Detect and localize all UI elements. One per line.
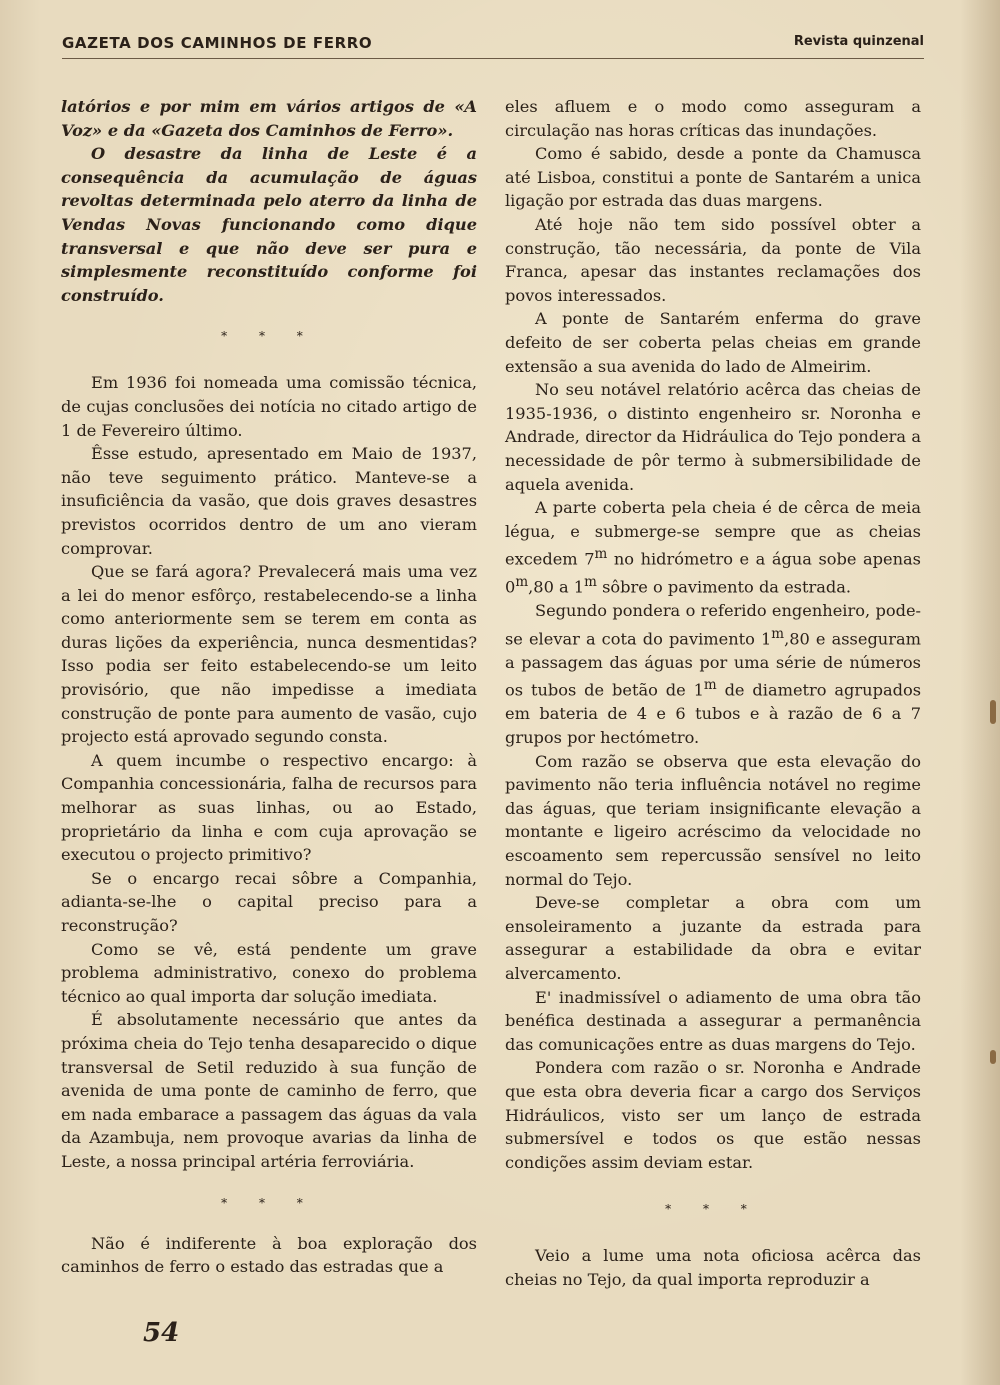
paragraph: Até hoje não tem sido possível obter a construção, tão necessária, da ponte de Vila Franca, apesar das instantes reclamações dos povos interessados. — [505, 214, 921, 305]
page-number: 54 — [143, 1318, 180, 1348]
text-run: ,80 a 1 — [528, 577, 585, 597]
paragraph: Se o encargo recai sôbre a Companhia, adianta-se-lhe o capital preciso para a reconstrução? — [61, 868, 477, 935]
paragraph: A quem incumbe o respectivo encargo: à Companhia concessionária, falha de recursos para melhorar as suas linhas, ou ao Estado, proprietário da linha e com cuja aprovação se executou o projecto primitivo? — [61, 750, 477, 865]
right-column — [505, 95, 921, 1291]
paragraph: Como é sabido, desde a ponte da Chamusca até Lisboa, constitui a ponte de Santarém a unica ligação por estrada das duas margens. — [505, 144, 921, 211]
section-separator: * * * — [665, 1202, 761, 1217]
paragraph: Como se vê, está pendente um grave problema administrativo, conexo do problema técnico ao qual importa dar solução imediata. — [61, 939, 477, 1006]
paragraph: Êsse estudo, apresentado em Maio de 1937, não teve seguimento prático. Manteve-se a insuficiência da vasão, que dois graves desastres previstos ocorridos dentro de um ano vieram comprovar. — [61, 444, 477, 558]
text-run: A parte coberta pela cheia é de cêrca de meia légua, e submerge-se sempre que as cheias excedem 7 — [505, 498, 921, 569]
paragraph: latórios e por mim em vários artigos de «A Voz» e da «Gazeta dos Caminhos de Ferro». — [61, 97, 477, 140]
masthead: GAZETA DOS CAMINHOS DE FERRO — [62, 34, 373, 52]
paragraph: Deve-se completar a obra com um ensoleiramento a juzante da estrada para assegurar a estabilidade da obra e evitar alvercamento. — [505, 893, 921, 983]
paragraph: E' inadmissível o adiamento de uma obra tão benéfica destinada a assegurar a permanência das comunicações entre as duas margens do Tejo. — [505, 987, 921, 1054]
binding-tab-mark — [990, 700, 996, 724]
unit-superscript: m — [594, 546, 608, 563]
paragraph — [505, 599, 921, 749]
unit-superscript: m — [584, 574, 597, 591]
paragraph: Não é indiferente à boa exploração dos caminhos de ferro o estado das estradas que a — [61, 1233, 477, 1277]
text-run: no hidrómetro e a água sobe apenas 0 — [505, 549, 921, 597]
paragraph — [505, 496, 921, 599]
paragraph: Com razão se observa que esta elevação do pavimento não teria influência notável no regime das águas, que teriam insignificante elevação a montante e ligeiro acréscimo da velocidade no escoamento sem repercussão sensível no leito normal do Tejo. — [505, 751, 921, 889]
text-run: de diametro agrupados em bateria de 4 e 6 tubos e à razão de 6 a 7 grupos por hectómetro. — [505, 680, 922, 747]
binding-tab-mark — [990, 1050, 996, 1064]
page-header — [62, 34, 924, 59]
text-run: sôbre o pavimento da estrada. — [596, 577, 852, 597]
paragraph: É absolutamente necessário que antes da próxima cheia do Tejo tenha desaparecido o dique transversal de Setil reduzido à sua função de avenida de uma ponte de caminho de ferro, que em nada embarace a passagem das águas da vala da Azambuja, nem provoque avarias da linha de Leste, a nossa principal artéria ferroviária. — [61, 1010, 477, 1171]
left-column — [61, 95, 477, 1279]
text-run: Segundo pondera o referido engenheiro, pode-se elevar a cota do pavimento 1 — [505, 601, 921, 649]
paragraph: O desastre da linha de Leste é a consequência da acumulação de águas revoltas determinada pelo aterro da linha de Vendas Novas funcionando como dique transversal e que não deve ser pura e simplesmente reconstituído conforme foi construído. — [61, 144, 477, 305]
unit-superscript: m — [515, 574, 529, 591]
paragraph: A ponte de Santarém enferma do grave defeito de ser coberta pelas cheias em grande extensão a sua avenida do lado de Almeirim. — [505, 309, 921, 376]
paragraph: Em 1936 foi nomeada uma comissão técnica, de cujas conclusões dei notícia no citado artigo de 1 de Fevereiro último. — [61, 373, 477, 440]
paragraph: Veio a lume uma nota oficiosa acêrca das cheias no Tejo, da qual importa reproduzir a — [505, 1246, 921, 1289]
paragraph: eles afluem e o modo como asseguram a circulação nas horas críticas das inundações. — [505, 97, 921, 140]
text-run: ,80 e asseguram a passagem das águas por uma série de números os tubos de betão de 1 — [505, 629, 921, 700]
paragraph: Pondera com razão o sr. Noronha e Andrade que esta obra deveria ficar a cargo dos Serviços Hidráulicos, visto ser um lanço de estrada submersível e todos os que estão nessas condições assim deviam estar. — [505, 1058, 921, 1172]
paragraph: No seu notável relatório acêrca das cheias de 1935-1936, o distinto engenheiro sr. Noronha e Andrade, director da Hidráulica do Tejo pondera a necessidade de pôr termo à submersibilidade de aquela avenida. — [505, 380, 921, 494]
paragraph: Que se fará agora? Prevalecerá mais uma vez a lei do menor esfôrço, restabelecendo-se a linha como anteriormente sem se terem em conta as duras lições da experiência, nunca desmentidas? Isso podia ser feito estabelecendo-se um leito provisório, que não impedisse a imediata construção de ponte para aumento de vasão, cujo projecto está aprovado segundo consta. — [61, 562, 477, 747]
unit-superscript: m — [703, 677, 717, 694]
publication-subtitle: Revista quinzenal — [793, 34, 924, 49]
section-separator: * * * — [221, 329, 317, 344]
section-separator: * * * — [221, 1195, 317, 1210]
unit-superscript: m — [771, 625, 785, 642]
